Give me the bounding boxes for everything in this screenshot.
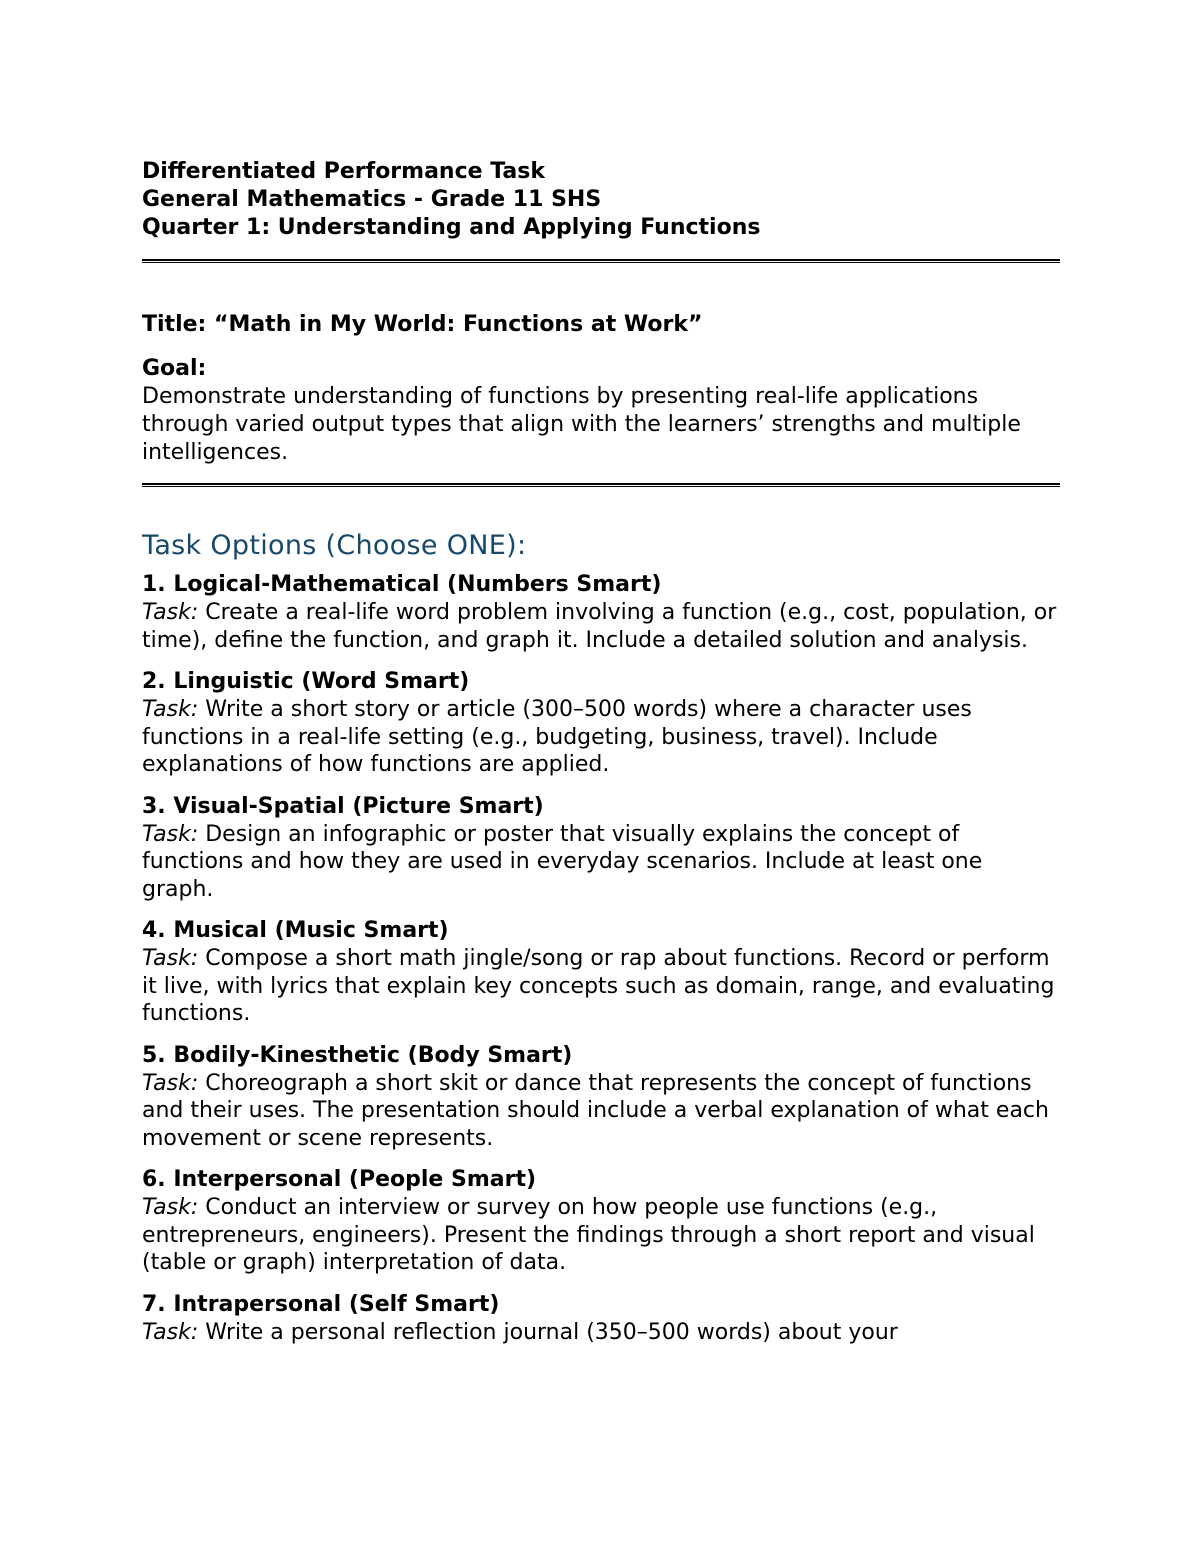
task-option-name: 7. Intrapersonal (Self Smart) [142,1291,500,1317]
goal-divider [142,483,1060,487]
task-option-description [142,1070,1060,1153]
task-option [142,1166,1060,1277]
task-option [142,917,1060,1028]
task-option-name: 4. Musical (Music Smart) [142,918,449,943]
task-option-description [142,945,1060,1028]
task-option-description [142,821,1060,904]
task-option-text: Write a personal reflection journal (350–500 words) about your [198,1319,898,1345]
task-label: Task: [142,1195,199,1220]
task-label: Task: [142,821,199,847]
task-option-text: Design an infographic or poster that visually explains the concept of functions and how they are used in everyday scenarios. Include at least one graph. [142,821,983,902]
task-option [142,1042,1060,1153]
task-option-description [142,1319,1060,1347]
task-label: Task: [142,697,199,722]
goal-text: Demonstrate understanding of functions by presenting real-life applications through varied output types that align with the learners’ strengths and multiple intelligences. [142,384,1021,465]
subject-grade-heading: General Mathematics - Grade 11 SHS [142,187,602,212]
task-option-name: 1. Logical-Mathematical (Numbers Smart) [142,572,662,597]
document-type-heading: Differentiated Performance Task [142,159,545,184]
task-option-text: Write a short story or article (300–500 words) where a character uses functions in a real-life setting (e.g., budgeting, business, travel). Include explanations of how functions are applied. [142,697,972,777]
task-options-list [142,571,1060,1346]
task-option-name: 2. Linguistic (Word Smart) [142,669,470,694]
task-option-description [142,1194,1060,1277]
task-option [142,571,1060,654]
task-options-heading: Task Options (Choose ONE): [142,530,527,561]
task-option-text: Compose a short math jingle/song or rap about functions. Record or perform it live, with lyrics that explain key concepts such as domain, range, and evaluating functions. [142,946,1055,1026]
task-option-description [142,696,1060,779]
document-page [142,158,1060,1346]
task-title: Title: “Math in My World: Functions at Work” [142,312,703,337]
task-option-name: 5. Bodily-Kinesthetic (Body Smart) [142,1042,573,1068]
task-option-text: Conduct an interview or survey on how people use functions (e.g., entrepreneurs, engineers). Present the findings through a short report and visual (table or graph) interpretation of data. [142,1195,1035,1275]
task-option-name: 3. Visual-Spatial (Picture Smart) [142,793,544,819]
quarter-topic-heading: Quarter 1: Understanding and Applying Functions [142,215,761,240]
task-option-description [142,599,1060,654]
task-option-text: Create a real-life word problem involving a function (e.g., cost, population, or time), define the function, and graph it. Include a detailed solution and analysis. [142,600,1057,653]
task-label: Task: [142,946,199,971]
task-option [142,1291,1060,1347]
document-header [142,158,1060,242]
goal-label: Goal: [142,356,207,381]
task-option-name: 6. Interpersonal (People Smart) [142,1167,537,1192]
task-option [142,668,1060,779]
task-label: Task: [142,1319,199,1345]
header-divider [142,259,1060,263]
task-label: Task: [142,1070,199,1096]
task-label: Task: [142,600,199,625]
task-option-text: Choreograph a short skit or dance that represents the concept of functions and their uses. The presentation should include a verbal explanation of what each movement or scene represents. [142,1070,1049,1151]
task-option [142,793,1060,904]
